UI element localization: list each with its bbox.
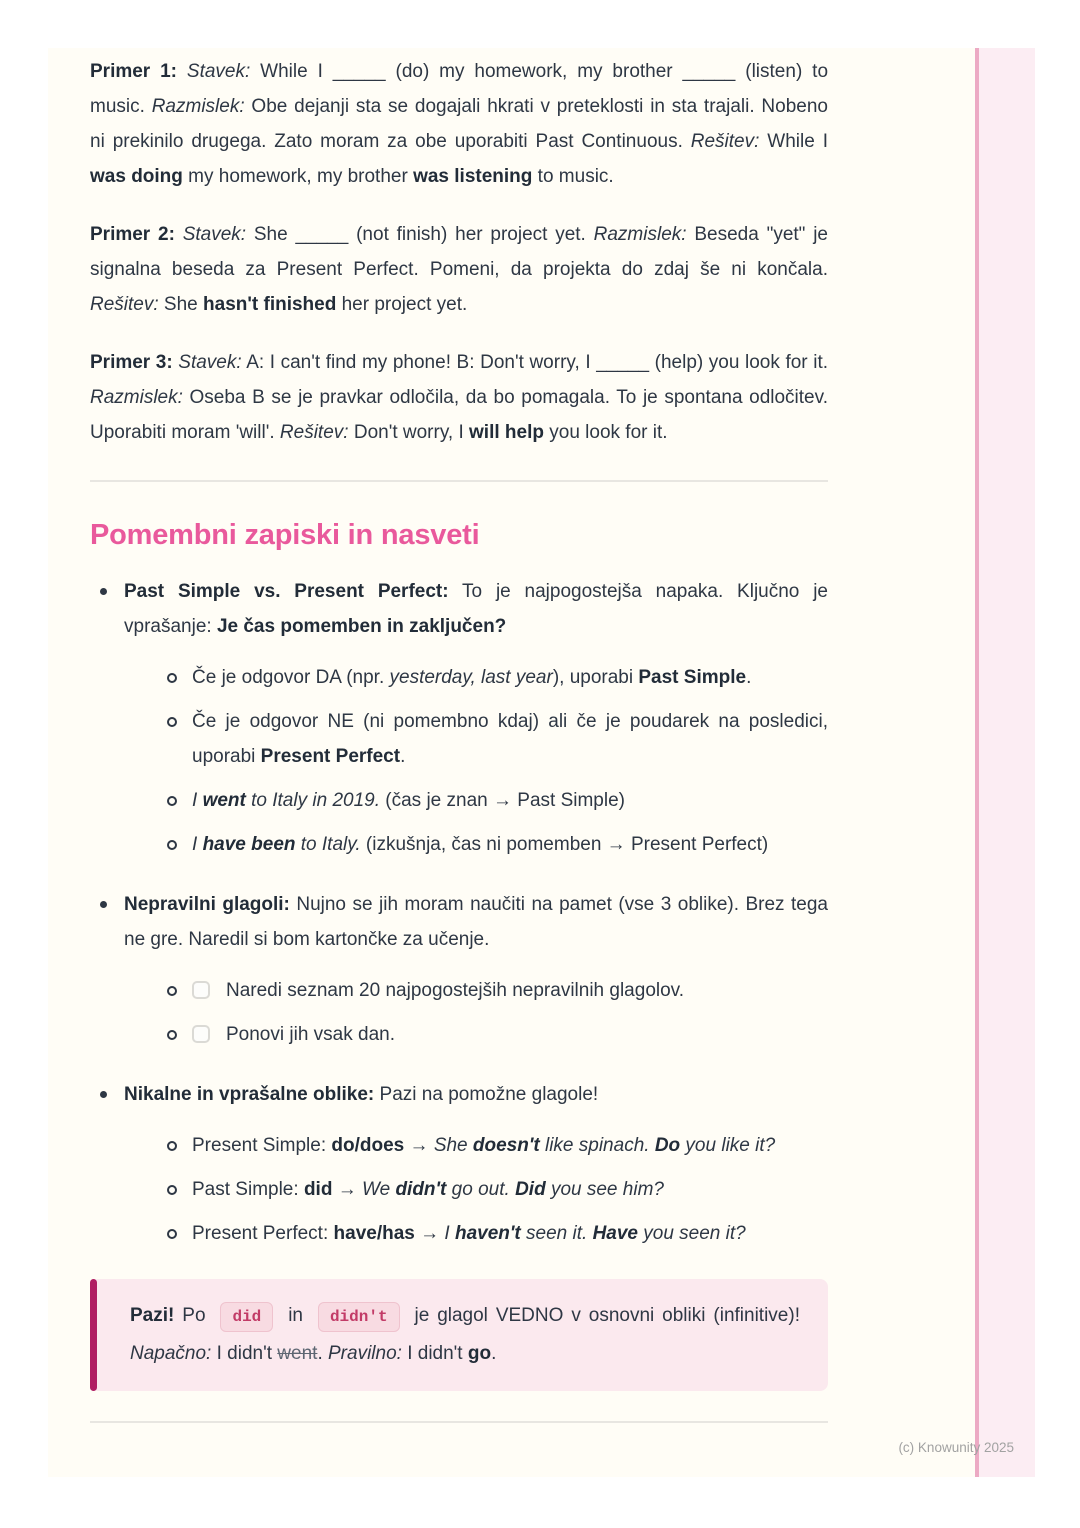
example-paragraph-primer-2: Primer 2: Stavek: She _____ (not finish) her project yet. Razmislek: Beseda "yet" je signalna beseda za Present Perfect. Pomeni, da projekta do zdaj še ni končala. Rešitev: She hasn't finished her project yet. [90, 224, 829, 315]
todo-item [158, 973, 828, 1008]
circle-bullet-icon [167, 1030, 177, 1040]
list-item-irregular-verbs [90, 887, 828, 1052]
examples-section [90, 54, 828, 450]
sub-list-item-text: Past Simple: did → We didn't go out. Did you see him? [192, 1179, 664, 1200]
list-item-negative-question-forms [90, 1077, 828, 1251]
sub-list-item-text: Če je odgovor DA (npr. yesterday, last year), uporabi Past Simple. [192, 667, 752, 688]
checkbox-icon[interactable] [192, 1025, 210, 1043]
bullet-icon [100, 1091, 107, 1098]
callout-accent-bar [90, 1279, 97, 1391]
todo-item [158, 1017, 828, 1052]
sub-list-item [158, 660, 828, 695]
section-divider-bottom [90, 1421, 828, 1423]
todo-item-text: Naredi seznam 20 najpogostejših nepravilnih glagolov. [226, 980, 685, 1001]
todo-sub-list [158, 973, 828, 1052]
circle-bullet-icon [167, 796, 177, 806]
copyright-watermark: (c) Knowunity 2025 [898, 1440, 1014, 1455]
notes-list [90, 574, 828, 1251]
circle-bullet-icon [167, 673, 177, 683]
circle-bullet-icon [167, 986, 177, 996]
sub-list-item [158, 1216, 828, 1251]
example-paragraph-primer-1: Primer 1: Stavek: While I _____ (do) my homework, my brother _____ (listen) to music. Razmislek: Obe dejanji sta se dogajali hkrati v preteklosti in sta trajali. Nobeno ni prekinilo drugega. Zato moram za obe uporabiti Past Continuous. Rešitev: While I was doing my homework, my brother was listening to music. [90, 61, 829, 187]
warning-callout [90, 1279, 828, 1391]
callout-text: Pazi! Po did in didn't je glagol VEDNO v osnovni obliki (infinitive)! Napačno: I didn't went. Pravilno: I didn't go. [130, 1297, 800, 1373]
section-divider-top [90, 480, 828, 482]
notes-section-heading: Pomembni zapiski in nasveti [90, 519, 480, 551]
circle-bullet-icon [167, 717, 177, 727]
sub-list-item-text: I have been to Italy. (izkušnja, čas ni pomemben → Present Perfect) [192, 834, 769, 855]
bullet-icon [100, 588, 107, 595]
todo-item-text: Ponovi jih vsak dan. [226, 1024, 395, 1045]
list-item-text: Nikalne in vprašalne oblike: Pazi na pomožne glagole! [124, 1084, 599, 1105]
list-item-text: Nepravilni glagoli: Nujno se jih moram naučiti na pamet (vse 3 oblike). Brez tega ne gre. Naredil si bom kartončke za učenje. [124, 894, 828, 950]
document-page [48, 48, 975, 1477]
checkbox-icon[interactable] [192, 981, 210, 999]
decorative-side-strip [975, 48, 1035, 1477]
circle-bullet-icon [167, 840, 177, 850]
list-item-past-vs-present-perfect [90, 574, 828, 862]
circle-bullet-icon [167, 1229, 177, 1239]
sub-list-item [158, 827, 828, 862]
sub-list-item [158, 704, 828, 774]
example-paragraph-primer-3: Primer 3: Stavek: A: I can't find my phone! B: Don't worry, I _____ (help) you look for it. Razmislek: Oseba B se je pravkar odločila, da bo pomagala. To je spontana odločitev. Uporabiti moram 'will'. Rešitev: Don't worry, I will help you look for it. [90, 352, 828, 443]
sub-list-item [158, 1128, 828, 1163]
sub-list [158, 1128, 828, 1251]
circle-bullet-icon [167, 1185, 177, 1195]
sub-list [158, 660, 828, 862]
list-item-text: Past Simple vs. Present Perfect: To je najpogostejša napaka. Ključno je vprašanje: Je čas pomemben in zaključen? [124, 581, 828, 637]
sub-list-item-text: Če je odgovor NE (ni pomembno kdaj) ali če je poudarek na posledici, uporabi Present Perfect. [192, 711, 828, 767]
sub-list-item-text: I went to Italy in 2019. (čas je znan → Past Simple) [192, 790, 625, 811]
sub-list-item-text: Present Simple: do/does → She doesn't like spinach. Do you like it? [192, 1135, 776, 1156]
sub-list-item-text: Present Perfect: have/has → I haven't seen it. Have you seen it? [192, 1223, 746, 1244]
sub-list-item [158, 783, 828, 818]
circle-bullet-icon [167, 1141, 177, 1151]
sub-list-item [158, 1172, 828, 1207]
bullet-icon [100, 901, 107, 908]
